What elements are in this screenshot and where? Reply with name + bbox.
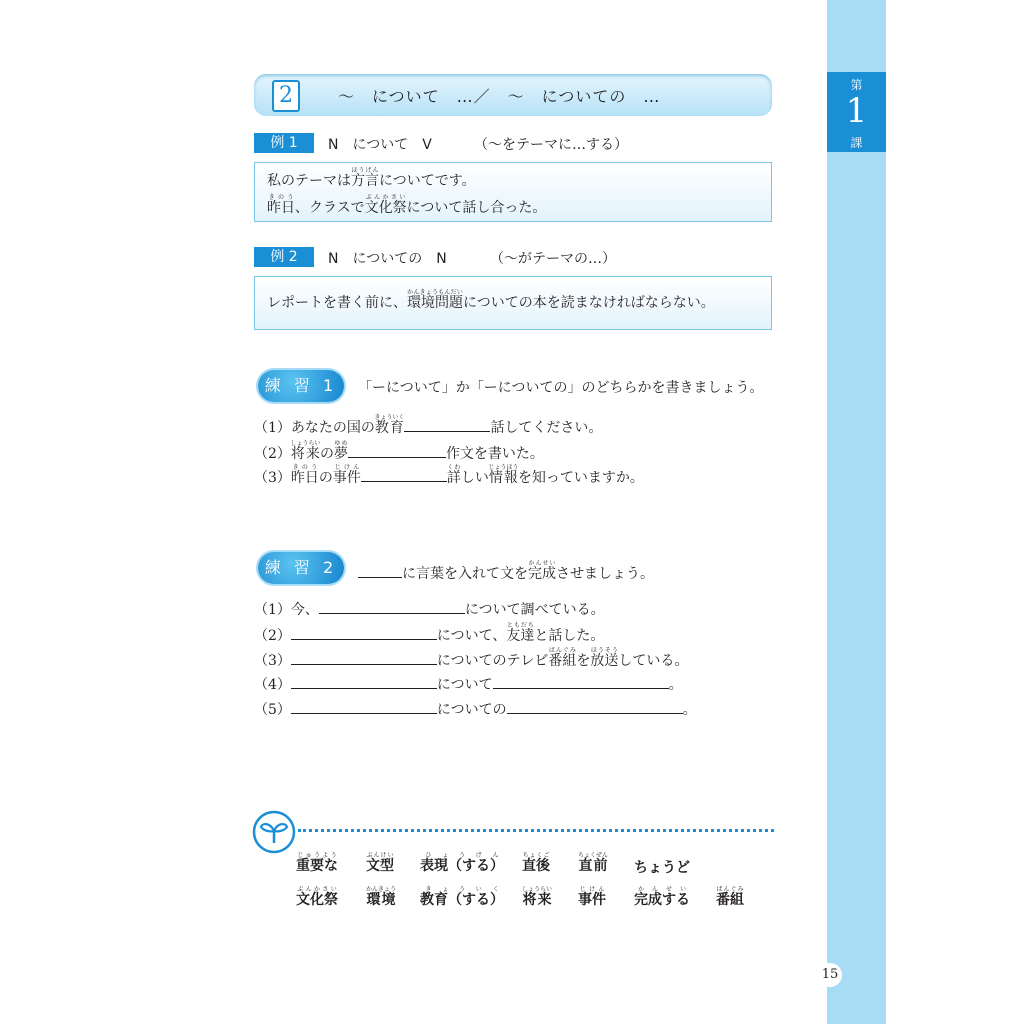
example2-label: 例 2 — [254, 247, 314, 267]
answer-blank[interactable] — [291, 674, 437, 689]
practice1-item-1: （1）あなたの国の教育きょういく話してください。 — [254, 414, 603, 436]
grammar-title: 〜 について …／ 〜 についての … — [338, 87, 661, 106]
practice2-item-5: （5） についての 。 — [254, 698, 697, 722]
vocab-word: 文型ぶんけい — [366, 852, 394, 874]
vocab-divider — [298, 829, 774, 832]
lesson-number: 1 — [845, 91, 868, 131]
practice2-instruction: に言葉を入れて文を完成かんせいさせましょう。 — [358, 560, 654, 583]
practice1-item-3: （3）昨日きのうの事件じけん詳くわしい情報じょうほうを知っていますか。 — [254, 464, 644, 486]
example1-box — [254, 162, 772, 222]
vocab-word: 直後ちょくご — [522, 852, 550, 874]
grammar-number: 2 — [272, 80, 300, 112]
vocab-word: 事件じけん — [578, 886, 606, 908]
vocab-word: 環境かんきょう — [366, 886, 397, 908]
example2-pattern: N についての N — [328, 251, 447, 267]
lesson-suffix: 課 — [850, 136, 863, 150]
vocab-word: 重要なじゅうよう — [296, 852, 338, 874]
vocab-word: 表現（する）ひょうげん — [420, 852, 504, 874]
vocab-word: 教育（する）きょういく — [420, 886, 504, 908]
example1-sentence-1: 私のテーマは方言ほうげんについてです。 — [267, 167, 476, 189]
vocab-word: 将来しょうらい — [522, 886, 553, 908]
example1-pattern: N について V — [328, 137, 432, 153]
sprout-icon — [252, 810, 296, 854]
grammar-title-bar — [254, 74, 772, 116]
vocab-word: 直前ちょくぜん — [578, 852, 609, 874]
page-number: 15 — [818, 963, 842, 987]
example2-note: （〜がテーマの…） — [490, 251, 616, 267]
vocab-word: 完成するかんせい — [634, 886, 690, 908]
practice2-item-1: （1）今、 について調べている。 — [254, 598, 605, 622]
example1-note: （〜をテーマに…する） — [474, 137, 628, 153]
answer-blank[interactable] — [507, 699, 683, 714]
vocab-word: 文化祭ぶんかさい — [296, 886, 338, 908]
practice2-item-3: （3） についてのテレビ番組ばんぐみを放送ほうそうしている。 — [254, 647, 689, 669]
answer-blank[interactable] — [291, 650, 437, 665]
answer-blank[interactable] — [361, 467, 447, 482]
vocab-word: ちょうど — [634, 860, 690, 876]
practice2-item-4: （4） について 。 — [254, 673, 683, 697]
practice2-item-2: （2） について、友達ともだちと話した。 — [254, 622, 605, 644]
instruction-blank — [358, 563, 402, 578]
answer-blank[interactable] — [291, 699, 437, 714]
answer-blank[interactable] — [348, 443, 446, 458]
example1-label: 例 1 — [254, 133, 314, 153]
lesson-tab — [827, 72, 886, 152]
example2-box — [254, 276, 772, 330]
practice2-badge: 練 習 2 — [258, 552, 344, 584]
lesson-prefix: 第 — [850, 78, 863, 92]
example2-sentence-1: レポートを書く前に、環境問題かんきょうもんだいについての本を読まなければならない。 — [267, 289, 715, 311]
answer-blank[interactable] — [319, 599, 465, 614]
practice1-instruction: 「ーについて」か「ーについての」のどちらかを書きましょう。 — [358, 380, 764, 396]
answer-blank[interactable] — [404, 417, 490, 432]
practice1-badge: 練 習 1 — [258, 370, 344, 402]
practice1-item-2: （2）将来しょうらいの夢ゆめ作文を書いた。 — [254, 440, 544, 462]
vocab-word: 番組ばんぐみ — [716, 886, 744, 908]
answer-blank[interactable] — [291, 625, 437, 640]
example1-sentence-2: 昨日きのう、クラスで文化祭ぶんかさいについて話し合った。 — [267, 194, 547, 216]
side-strip — [827, 0, 886, 1024]
answer-blank[interactable] — [493, 674, 669, 689]
